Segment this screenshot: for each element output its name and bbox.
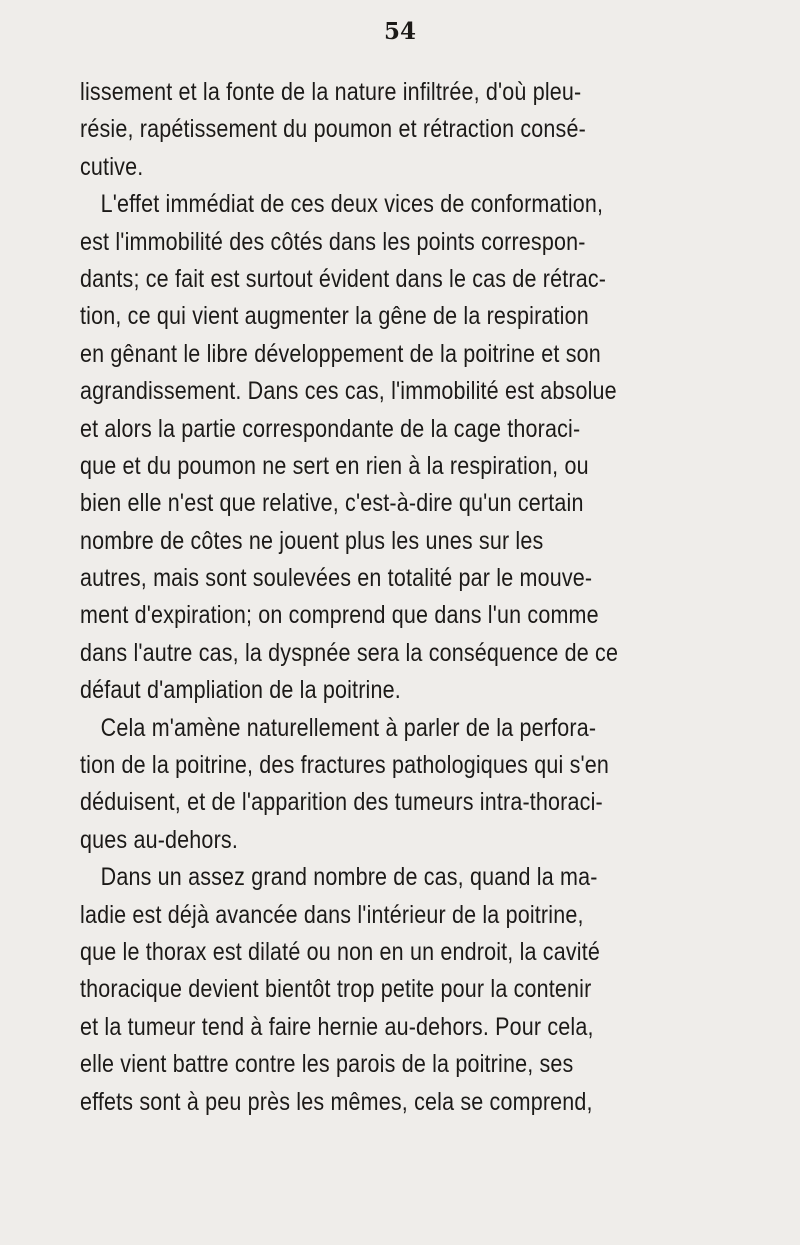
- text-line: autres, mais sont soulevées en totalité par le mouve-: [80, 564, 593, 593]
- text-line: dants; ce fait est surtout évident dans le cas de rétrac-: [80, 264, 607, 293]
- body-text: [80, 74, 740, 1121]
- text-line: est l'immobilité des côtés dans les points correspon-: [80, 227, 586, 256]
- text-line: effets sont à peu près les mêmes, cela se comprend,: [80, 1087, 593, 1116]
- page-number: 54: [383, 18, 416, 45]
- text-line: elle vient battre contre les parois de la poitrine, ses: [80, 1050, 574, 1079]
- text-line: déduisent, et de l'apparition des tumeurs intra-thoraci-: [80, 788, 603, 817]
- text-line: et alors la partie correspondante de la cage thoraci-: [80, 414, 581, 443]
- text-line: ladie est déjà avancée dans l'intérieur de la poitrine,: [80, 900, 584, 929]
- paragraph-start-line: Cela m'amène naturellement à parler de la perfora-: [100, 713, 597, 742]
- text-line: thoracique devient bientôt trop petite pour la contenir: [80, 975, 592, 1004]
- text-line: dans l'autre cas, la dyspnée sera la conséquence de ce: [80, 638, 619, 667]
- text-line: que le thorax est dilaté ou non en un endroit, la cavité: [80, 937, 601, 966]
- text-line: agrandissement. Dans ces cas, l'immobilité est absolue: [80, 377, 617, 406]
- text-line: défaut d'ampliation de la poitrine.: [80, 676, 401, 705]
- text-line: résie, rapétissement du poumon et rétraction consé-: [80, 115, 586, 144]
- text-line: lissement et la fonte de la nature infiltrée, d'où pleu-: [80, 78, 582, 106]
- text-line: et la tumeur tend à faire hernie au-dehors. Pour cela,: [80, 1012, 594, 1041]
- text-line: ment d'expiration; on comprend que dans l'un comme: [80, 601, 599, 630]
- text-line: tion de la poitrine, des fractures pathologiques qui s'en: [80, 751, 610, 780]
- text-line: bien elle n'est que relative, c'est-à-dire qu'un certain: [80, 489, 584, 518]
- text-line: tion, ce qui vient augmenter la gêne de la respiration: [80, 302, 589, 331]
- paragraph-start-line: L'effet immédiat de ces deux vices de conformation,: [100, 190, 604, 219]
- text-line: ques au-dehors.: [80, 825, 238, 854]
- text-line: en gênant le libre développement de la poitrine et son: [80, 339, 601, 368]
- paragraph-start-line: Dans un assez grand nombre de cas, quand la ma-: [100, 863, 598, 892]
- text-line: que et du poumon ne sert en rien à la respiration, ou: [80, 451, 589, 480]
- text-line: cutive.: [80, 152, 144, 181]
- text-line: nombre de côtes ne jouent plus les unes sur les: [80, 526, 544, 555]
